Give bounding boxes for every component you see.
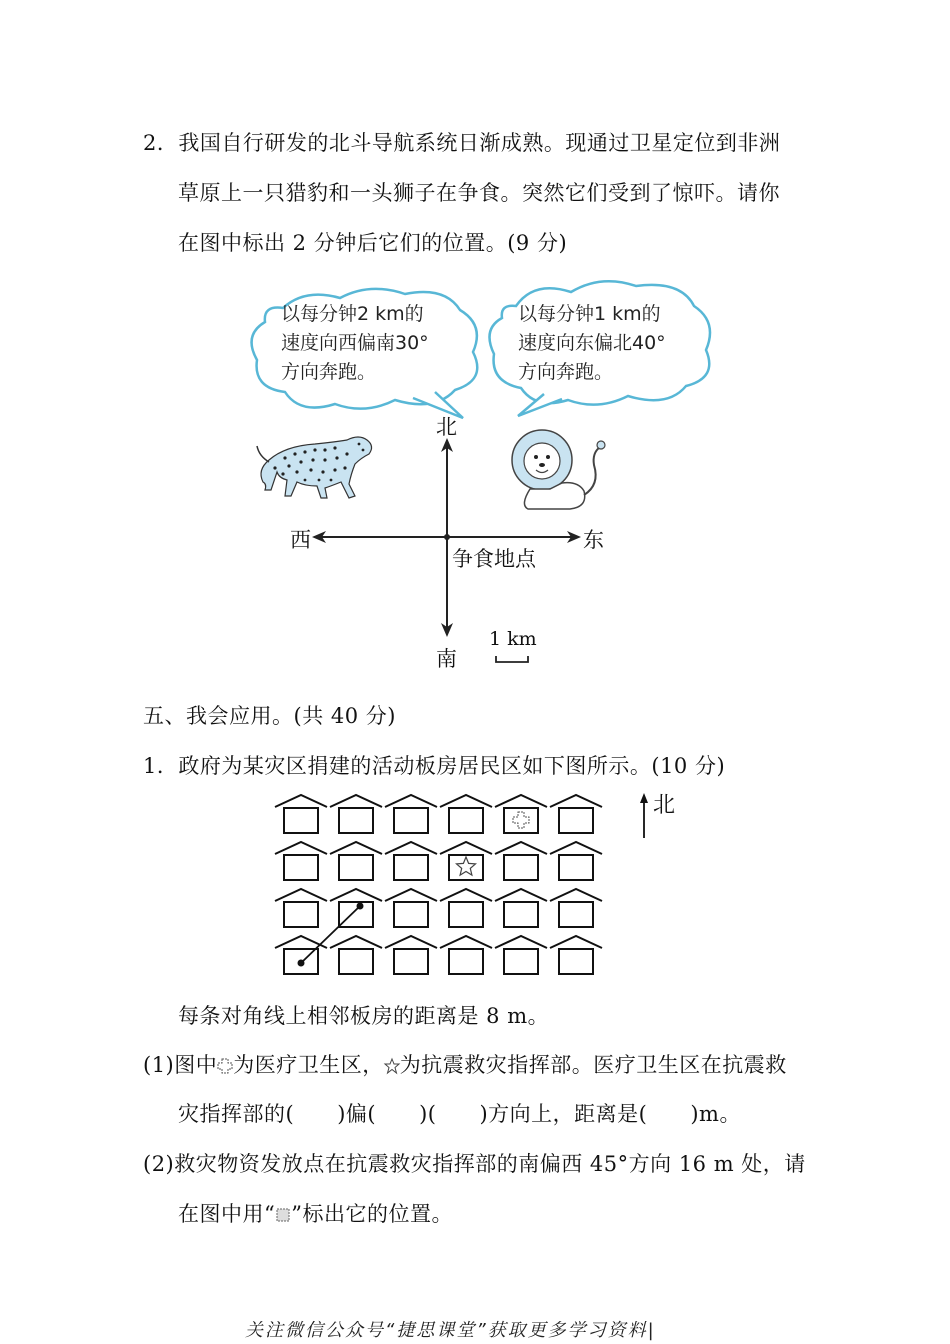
house-r3-c2 xyxy=(330,889,382,927)
q2-text-1: 我国自行研发的北斗导航系统日渐成熟。现通过卫星定位到非洲 xyxy=(178,131,781,155)
house-r4-c4 xyxy=(440,936,492,974)
house-r1-c2 xyxy=(330,795,382,833)
house-r2-c3 xyxy=(385,842,437,880)
house-r1-c3 xyxy=(385,795,437,833)
q1-p1-text-a: (1)图中 xyxy=(143,1053,218,1077)
q1-intro: 政府为某灾区捐建的活动板房居民区如下图所示。(10 分) xyxy=(178,754,726,778)
star-icon xyxy=(384,1058,400,1074)
bubble-left-line-2: 速度向西偏南30° xyxy=(281,332,429,354)
house-r2-c5 xyxy=(495,842,547,880)
house-r4-c2 xyxy=(330,936,382,974)
house-r2-c6 xyxy=(550,842,602,880)
q1-p2-text-a: 在图中用“ xyxy=(178,1202,276,1226)
diagonal-start-dot xyxy=(298,960,305,967)
house-r1-c1 xyxy=(275,795,327,833)
q1-part2-line-1: (2)救灾物资发放点在抗震救灾指挥部的南偏西 45°方向 16 m 处，请 xyxy=(143,1152,806,1176)
bubble-right-line-1: 以每分钟1 km的 xyxy=(518,303,661,325)
compass-north-label: 北 xyxy=(436,415,457,439)
scale-label: 1 km xyxy=(489,628,537,650)
house-r1-c4 xyxy=(440,795,492,833)
supply-point-icon xyxy=(275,1207,291,1223)
q2-line-3: 在图中标出 2 分钟后它们的位置。(9 分) xyxy=(178,231,568,255)
house-r4-c6 xyxy=(550,936,602,974)
house-r1-c6 xyxy=(550,795,602,833)
house-r2-c2 xyxy=(330,842,382,880)
house-r3-c4 xyxy=(440,889,492,927)
house-r2-c1 xyxy=(275,842,327,880)
compass-center-label: 争食地点 xyxy=(452,547,536,571)
q1-part2-line-2 xyxy=(178,1198,453,1228)
house-r4-c1 xyxy=(275,936,327,974)
house-r4-c5 xyxy=(495,936,547,974)
bubble-left-line-3: 方向奔跑。 xyxy=(281,361,377,383)
q1-p1-text-c: 为抗震救灾指挥部。医疗卫生区在抗震救 xyxy=(399,1053,787,1077)
q1-p1-text-b: 为医疗卫生区， xyxy=(233,1053,384,1077)
diagonal-end-dot xyxy=(357,903,364,910)
section-5-title: 五、我会应用。(共 40 分) xyxy=(143,704,396,728)
q1-part1-line-2: 灾指挥部的( )偏( )( )方向上，距离是( )m。 xyxy=(178,1102,741,1126)
compass-west-label: 西 xyxy=(290,528,311,552)
q2-line-2: 草原上一只猎豹和一头狮子在争食。突然它们受到了惊吓。请你 xyxy=(178,181,780,205)
medical-cross-icon xyxy=(217,1058,233,1074)
q2-number: 2． xyxy=(143,131,179,155)
compass-east-label: 东 xyxy=(583,528,604,552)
house-r4-c3 xyxy=(385,936,437,974)
bubble-right-line-3: 方向奔跑。 xyxy=(518,361,614,383)
q1-number: 1． xyxy=(143,754,179,778)
house-r3-c5 xyxy=(495,889,547,927)
grid-north-label: 北 xyxy=(653,793,676,818)
footer-note: 关注微信公众号“捷思课堂”获取更多学习资料| xyxy=(245,1320,656,1341)
bubble-left-line-1: 以每分钟2 km的 xyxy=(281,303,424,325)
grid-north-arrowhead xyxy=(640,793,648,803)
bubble-right-line-2: 速度向东偏北40° xyxy=(518,332,666,354)
house-r3-c3 xyxy=(385,889,437,927)
q1-part1-line-1 xyxy=(143,1049,787,1079)
q1-note: 每条对角线上相邻板房的距离是 8 m。 xyxy=(178,1004,550,1028)
house-r3-c1 xyxy=(275,889,327,927)
house-r3-c6 xyxy=(550,889,602,927)
compass-south-label: 南 xyxy=(436,647,457,671)
q1-p2-text-b: ”标出它的位置。 xyxy=(291,1202,453,1226)
